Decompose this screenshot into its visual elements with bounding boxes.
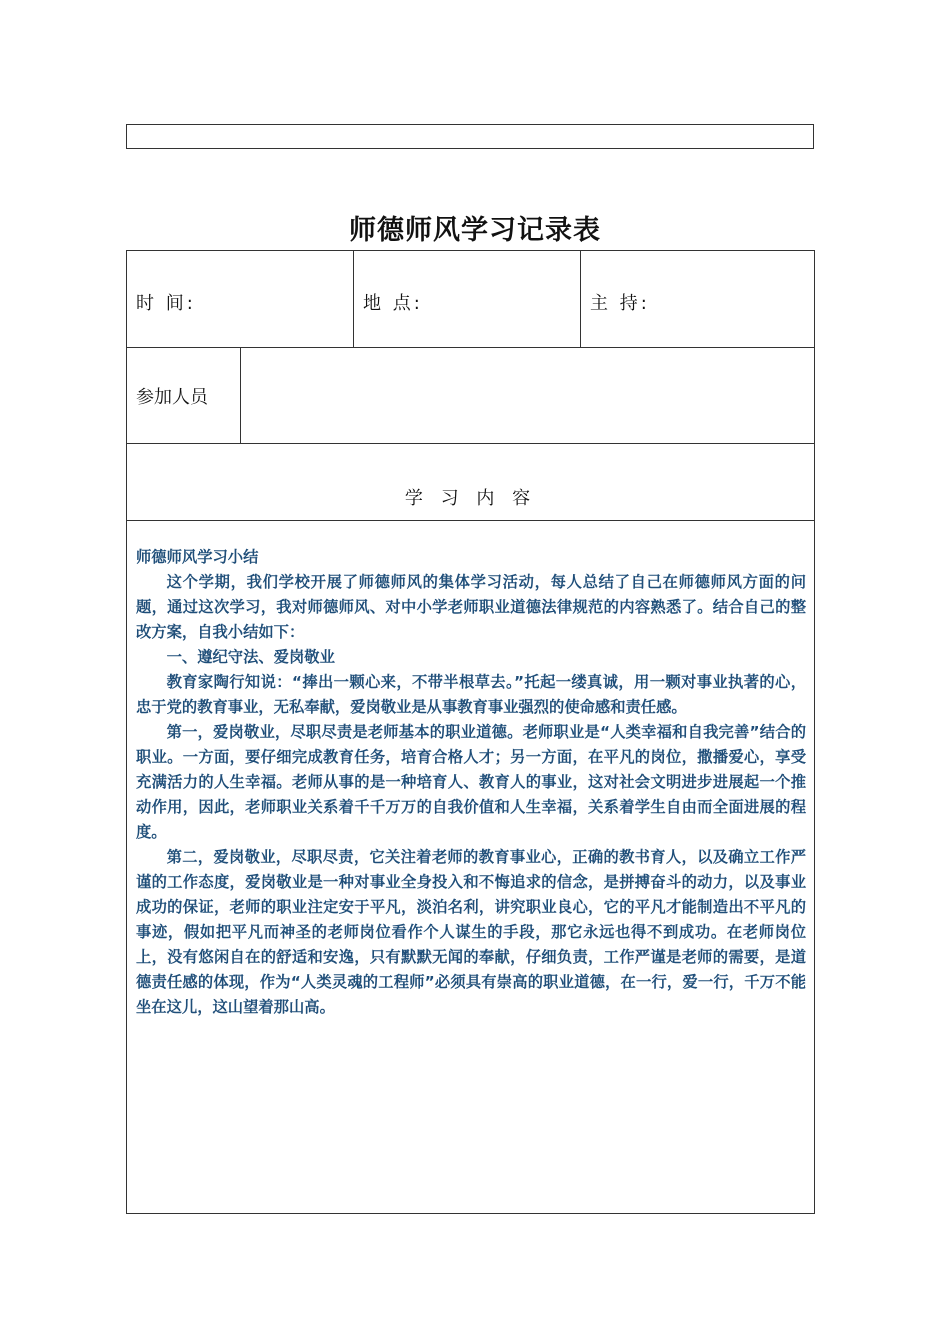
section-label: 学 习 内 容 [404,488,537,509]
content-paragraph: 教育家陶行知说：“捧出一颗心来，不带半根草去。”托起一缕真诚，用一颗对事业执著的心，忠于党的教育事业，无私奉献，爱岗敬业是从事教育事业强烈的使命感和责任感。 [136,673,806,716]
place-label: 地 点: [363,293,423,314]
time-label: 时 间: [136,293,196,314]
content-paragraph: 这个学期，我们学校开展了师德师风的集体学习活动，每人总结了自己在师德师风方面的问题，通过这次学习，我对师德师风、对中小学老师职业道德法律规范的内容熟悉了。结合自己的整改方案，自我小结如下： [136,573,806,641]
participants-label: 参加人员 [136,387,208,408]
participants-row [127,348,814,444]
host-cell[interactable] [581,251,814,347]
place-cell[interactable] [354,251,581,347]
time-cell[interactable] [127,251,354,347]
info-row [127,251,814,348]
document-title: 师德师风学习记录表 [349,215,601,246]
section-header-row [127,444,814,521]
content-paragraph: 第二，爱岗敬业，尽职尽责，它关注着老师的教育事业心，正确的教书育人，以及确立工作严谨的工作态度，爱岗敬业是一种对事业全身投入和不悔追求的信念，是拼搏奋斗的动力，以及事业成功的保证，老师的职业注定安于平凡，淡泊名利，讲究职业良心，它的平凡才能制造出不平凡的事迹，假如把平凡而神圣的老师岗位看作个人谋生的手段，那它永远也得不到成功。在老师岗位上，没有悠闲自在的舒适和安逸，只有默默无闻的奉献，仔细负责，工作严谨是老师的需要，是道德责任感的体现，作为“人类灵魂的工程师”必须具有崇高的职业道德，在一行，爱一行，千万不能坐在这儿，这山望着那山高。 [136,848,806,1016]
content-subheading: 一、遵纪守法、爱岗敬业 [166,648,335,666]
content-heading: 师德师风学习小结 [136,548,259,566]
host-label: 主 持: [590,293,650,314]
header-empty-box [126,124,814,149]
content-paragraph: 第一，爱岗敬业，尽职尽责是老师基本的职业道德。老师职业是“人类幸福和自我完善”结合的职业。一方面，要仔细完成教育任务，培育合格人才；另一方面，在平凡的岗位，撒播爱心，享受充满活力的人生幸福。老师从事的是一种培育人、教育人的事业，这对社会文明进步进展起一个推动作用，因此，老师职业关系着千千万万的自我价值和人生幸福，关系着学生自由而全面进展的程度。 [136,723,806,841]
record-form-table [126,250,815,1214]
study-content [127,521,814,1213]
participants-value-cell[interactable] [241,348,814,443]
participants-label-cell [127,348,241,443]
